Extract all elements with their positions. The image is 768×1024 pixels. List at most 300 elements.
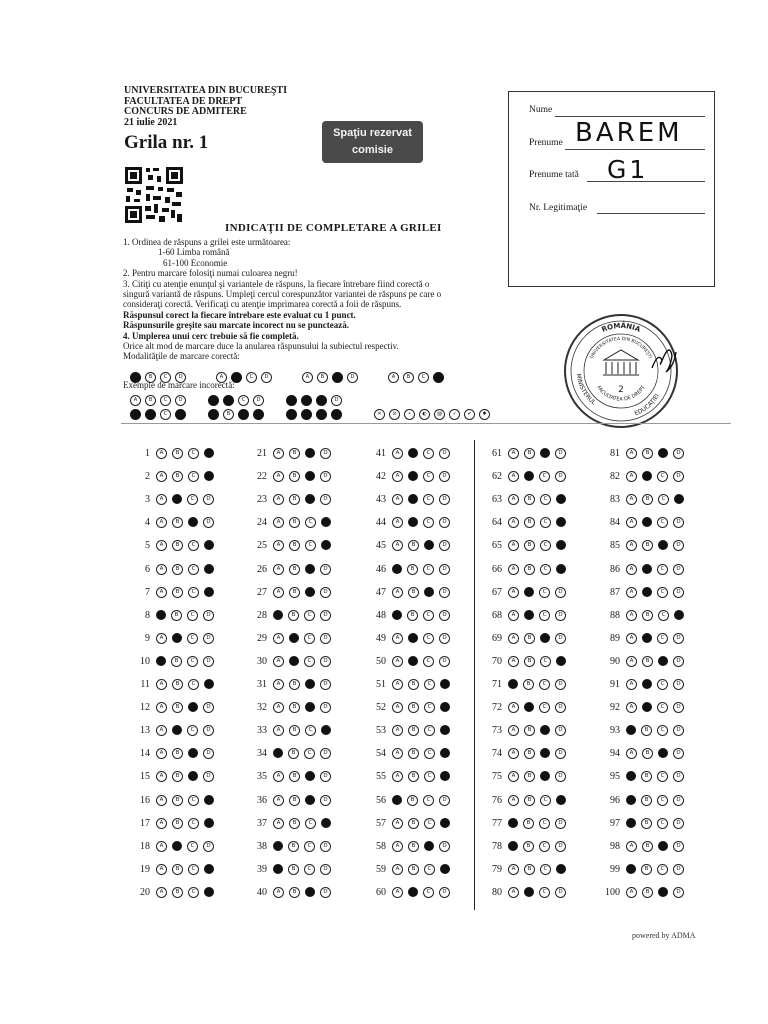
answer-bubble-b[interactable]: B (289, 887, 300, 898)
answer-bubble-d[interactable]: D (439, 610, 450, 621)
answer-bubble-b[interactable]: B (408, 725, 419, 736)
answer-bubble-b[interactable] (172, 725, 182, 735)
answer-bubble-a[interactable]: A (392, 587, 403, 598)
answer-bubble-d[interactable]: D (439, 656, 450, 667)
answer-bubble-a[interactable]: A (508, 448, 519, 459)
answer-bubble-c[interactable]: C (657, 795, 668, 806)
answer-bubble-c[interactable] (188, 517, 198, 527)
answer-bubble-d[interactable]: D (439, 887, 450, 898)
answer-bubble-b[interactable]: B (289, 540, 300, 551)
answer-bubble-a[interactable]: A (508, 864, 519, 875)
answer-bubble-c[interactable]: C (423, 564, 434, 575)
answer-bubble-a[interactable] (392, 795, 402, 805)
answer-bubble-d[interactable]: D (673, 702, 684, 713)
answer-bubble-c[interactable] (305, 448, 315, 458)
answer-bubble-c[interactable] (658, 841, 668, 851)
answer-bubble-b[interactable]: B (408, 818, 419, 829)
answer-bubble-a[interactable] (508, 818, 518, 828)
answer-bubble-d[interactable] (321, 517, 331, 527)
answer-bubble-d[interactable]: D (673, 864, 684, 875)
answer-bubble-d[interactable]: D (555, 771, 566, 782)
answer-bubble-c[interactable]: C (539, 471, 550, 482)
answer-bubble-b[interactable] (524, 610, 534, 620)
answer-bubble-c[interactable]: C (305, 725, 316, 736)
answer-bubble-c[interactable]: C (304, 656, 315, 667)
answer-bubble-b[interactable]: B (172, 471, 183, 482)
answer-bubble-b[interactable]: B (408, 771, 419, 782)
answer-bubble-b[interactable] (642, 587, 652, 597)
answer-bubble-a[interactable] (392, 610, 402, 620)
answer-bubble-d[interactable]: D (555, 887, 566, 898)
answer-bubble-a[interactable] (508, 679, 518, 689)
answer-bubble-c[interactable] (188, 702, 198, 712)
answer-bubble-a[interactable]: A (626, 702, 637, 713)
answer-bubble-a[interactable]: A (156, 748, 167, 759)
answer-bubble-a[interactable] (156, 610, 166, 620)
answer-bubble-a[interactable]: A (156, 540, 167, 551)
answer-bubble-b[interactable]: B (641, 818, 652, 829)
answer-bubble-c[interactable]: C (539, 841, 550, 852)
answer-bubble-b[interactable]: B (641, 795, 652, 806)
answer-bubble-d[interactable]: D (439, 564, 450, 575)
answer-bubble-d[interactable]: D (555, 702, 566, 713)
answer-bubble-a[interactable]: A (508, 540, 519, 551)
answer-bubble-b[interactable]: B (172, 517, 183, 528)
answer-bubble-c[interactable] (540, 633, 550, 643)
answer-bubble-b[interactable]: B (408, 841, 419, 852)
answer-bubble-a[interactable]: A (392, 494, 403, 505)
answer-bubble-c[interactable]: C (424, 771, 435, 782)
answer-bubble-c[interactable] (540, 748, 550, 758)
answer-bubble-d[interactable]: D (673, 540, 684, 551)
answer-bubble-d[interactable]: D (320, 494, 331, 505)
answer-bubble-d[interactable] (674, 610, 684, 620)
answer-bubble-b[interactable]: B (172, 540, 183, 551)
answer-bubble-c[interactable]: C (423, 656, 434, 667)
answer-bubble-a[interactable]: A (508, 564, 519, 575)
answer-bubble-c[interactable]: C (540, 864, 551, 875)
answer-bubble-d[interactable]: D (555, 818, 566, 829)
answer-bubble-c[interactable]: C (657, 771, 668, 782)
answer-bubble-d[interactable]: D (673, 471, 684, 482)
answer-bubble-a[interactable]: A (392, 656, 403, 667)
answer-bubble-b[interactable]: B (289, 517, 300, 528)
answer-bubble-b[interactable]: B (172, 795, 183, 806)
answer-bubble-c[interactable]: C (423, 633, 434, 644)
answer-bubble-d[interactable] (556, 494, 566, 504)
answer-bubble-a[interactable]: A (392, 448, 403, 459)
answer-bubble-c[interactable]: C (187, 725, 198, 736)
answer-bubble-a[interactable]: A (626, 564, 637, 575)
answer-bubble-a[interactable]: A (508, 494, 519, 505)
answer-bubble-d[interactable] (204, 540, 214, 550)
answer-bubble-d[interactable]: D (555, 841, 566, 852)
answer-bubble-b[interactable]: B (524, 517, 535, 528)
answer-bubble-c[interactable]: C (657, 702, 668, 713)
answer-bubble-c[interactable]: C (188, 564, 199, 575)
answer-bubble-c[interactable]: C (424, 818, 435, 829)
answer-bubble-c[interactable] (188, 748, 198, 758)
answer-bubble-c[interactable]: C (187, 633, 198, 644)
answer-bubble-c[interactable] (305, 771, 315, 781)
answer-bubble-b[interactable]: B (408, 748, 419, 759)
answer-bubble-c[interactable]: C (657, 633, 668, 644)
answer-bubble-b[interactable]: B (172, 448, 183, 459)
answer-bubble-d[interactable]: D (203, 748, 214, 759)
answer-bubble-b[interactable]: B (642, 841, 653, 852)
answer-bubble-a[interactable]: A (626, 679, 637, 690)
answer-bubble-c[interactable]: C (304, 610, 315, 621)
answer-bubble-b[interactable]: B (642, 540, 653, 551)
answer-bubble-a[interactable]: A (626, 587, 637, 598)
answer-bubble-a[interactable]: A (273, 887, 284, 898)
answer-bubble-a[interactable]: A (508, 587, 519, 598)
answer-bubble-a[interactable]: A (392, 702, 403, 713)
answer-bubble-d[interactable]: D (673, 633, 684, 644)
answer-bubble-b[interactable]: B (524, 656, 535, 667)
answer-bubble-b[interactable]: B (172, 702, 183, 713)
answer-bubble-a[interactable]: A (508, 633, 519, 644)
answer-bubble-b[interactable] (408, 633, 418, 643)
answer-bubble-d[interactable]: D (439, 841, 450, 852)
answer-bubble-a[interactable]: A (626, 540, 637, 551)
answer-bubble-a[interactable]: A (156, 702, 167, 713)
answer-bubble-a[interactable]: A (392, 864, 403, 875)
answer-bubble-a[interactable]: A (626, 633, 637, 644)
answer-bubble-b[interactable] (642, 471, 652, 481)
answer-bubble-d[interactable] (321, 818, 331, 828)
answer-bubble-a[interactable]: A (156, 448, 167, 459)
answer-bubble-c[interactable]: C (188, 587, 199, 598)
answer-bubble-b[interactable] (642, 517, 652, 527)
answer-bubble-c[interactable]: C (657, 864, 668, 875)
answer-bubble-b[interactable]: B (407, 564, 418, 575)
answer-bubble-c[interactable]: C (424, 725, 435, 736)
answer-bubble-b[interactable]: B (289, 725, 300, 736)
answer-bubble-d[interactable]: D (203, 517, 214, 528)
answer-bubble-c[interactable]: C (539, 587, 550, 598)
answer-bubble-d[interactable]: D (203, 771, 214, 782)
answer-bubble-d[interactable] (440, 702, 450, 712)
answer-bubble-d[interactable]: D (320, 448, 331, 459)
answer-bubble-c[interactable]: C (658, 494, 669, 505)
answer-bubble-b[interactable]: B (289, 679, 300, 690)
answer-bubble-a[interactable] (626, 818, 636, 828)
answer-bubble-c[interactable] (658, 887, 668, 897)
answer-bubble-b[interactable]: B (289, 795, 300, 806)
answer-bubble-d[interactable]: D (673, 679, 684, 690)
answer-bubble-a[interactable]: A (626, 887, 637, 898)
answer-bubble-b[interactable]: B (641, 725, 652, 736)
answer-bubble-c[interactable]: C (657, 471, 668, 482)
answer-bubble-b[interactable] (642, 702, 652, 712)
answer-bubble-a[interactable] (508, 841, 518, 851)
answer-bubble-d[interactable]: D (673, 517, 684, 528)
answer-bubble-c[interactable]: C (423, 494, 434, 505)
answer-bubble-d[interactable]: D (320, 748, 331, 759)
answer-bubble-a[interactable]: A (626, 656, 637, 667)
answer-bubble-a[interactable]: A (626, 494, 637, 505)
answer-bubble-d[interactable]: D (320, 771, 331, 782)
answer-bubble-b[interactable]: B (642, 656, 653, 667)
answer-bubble-d[interactable]: D (555, 587, 566, 598)
answer-bubble-d[interactable]: D (439, 633, 450, 644)
answer-bubble-a[interactable]: A (508, 656, 519, 667)
answer-bubble-a[interactable] (392, 564, 402, 574)
answer-bubble-b[interactable] (408, 517, 418, 527)
answer-bubble-c[interactable] (305, 679, 315, 689)
answer-bubble-b[interactable]: B (642, 748, 653, 759)
answer-bubble-b[interactable]: B (642, 448, 653, 459)
answer-bubble-b[interactable]: B (172, 679, 183, 690)
answer-bubble-d[interactable] (204, 795, 214, 805)
answer-bubble-a[interactable]: A (392, 818, 403, 829)
answer-bubble-c[interactable]: C (539, 702, 550, 713)
answer-bubble-b[interactable]: B (289, 771, 300, 782)
answer-bubble-d[interactable]: D (203, 633, 214, 644)
answer-bubble-a[interactable]: A (156, 494, 167, 505)
answer-bubble-c[interactable]: C (540, 564, 551, 575)
answer-bubble-a[interactable]: A (392, 748, 403, 759)
answer-bubble-c[interactable]: C (188, 448, 199, 459)
answer-bubble-b[interactable]: B (171, 610, 182, 621)
answer-bubble-d[interactable]: D (673, 887, 684, 898)
answer-bubble-b[interactable]: B (172, 748, 183, 759)
answer-bubble-c[interactable]: C (188, 864, 199, 875)
answer-bubble-b[interactable] (289, 633, 299, 643)
answer-bubble-a[interactable] (273, 864, 283, 874)
answer-bubble-c[interactable] (188, 771, 198, 781)
answer-bubble-c[interactable]: C (423, 610, 434, 621)
answer-bubble-d[interactable]: D (555, 725, 566, 736)
answer-bubble-a[interactable] (273, 610, 283, 620)
answer-bubble-b[interactable] (524, 471, 534, 481)
answer-bubble-c[interactable]: C (304, 864, 315, 875)
answer-bubble-d[interactable]: D (555, 610, 566, 621)
answer-bubble-c[interactable]: C (539, 887, 550, 898)
answer-bubble-c[interactable] (424, 540, 434, 550)
answer-bubble-a[interactable] (626, 795, 636, 805)
answer-bubble-c[interactable]: C (188, 795, 199, 806)
answer-bubble-a[interactable]: A (156, 725, 167, 736)
answer-bubble-a[interactable] (626, 864, 636, 874)
answer-bubble-d[interactable]: D (320, 887, 331, 898)
answer-bubble-b[interactable]: B (524, 564, 535, 575)
answer-bubble-d[interactable] (204, 587, 214, 597)
answer-bubble-d[interactable]: D (439, 517, 450, 528)
answer-bubble-c[interactable]: C (657, 725, 668, 736)
answer-bubble-b[interactable]: B (523, 679, 534, 690)
answer-bubble-b[interactable]: B (172, 818, 183, 829)
answer-bubble-d[interactable]: D (320, 610, 331, 621)
answer-bubble-c[interactable]: C (305, 818, 316, 829)
answer-bubble-d[interactable] (440, 864, 450, 874)
answer-bubble-b[interactable] (408, 887, 418, 897)
answer-bubble-c[interactable]: C (305, 540, 316, 551)
answer-bubble-d[interactable]: D (320, 679, 331, 690)
answer-bubble-b[interactable] (642, 633, 652, 643)
answer-bubble-c[interactable]: C (657, 587, 668, 598)
answer-bubble-b[interactable]: B (288, 864, 299, 875)
answer-bubble-a[interactable]: A (273, 564, 284, 575)
answer-bubble-c[interactable]: C (188, 540, 199, 551)
answer-bubble-d[interactable] (204, 864, 214, 874)
answer-bubble-a[interactable]: A (273, 587, 284, 598)
answer-bubble-a[interactable]: A (392, 771, 403, 782)
answer-bubble-b[interactable]: B (524, 448, 535, 459)
answer-bubble-b[interactable]: B (642, 494, 653, 505)
answer-bubble-d[interactable]: D (673, 748, 684, 759)
answer-bubble-c[interactable]: C (424, 864, 435, 875)
answer-bubble-d[interactable]: D (555, 448, 566, 459)
answer-bubble-a[interactable]: A (156, 818, 167, 829)
answer-bubble-b[interactable]: B (172, 887, 183, 898)
answer-bubble-d[interactable]: D (203, 841, 214, 852)
answer-bubble-c[interactable]: C (423, 517, 434, 528)
answer-bubble-c[interactable]: C (539, 679, 550, 690)
answer-bubble-a[interactable]: A (392, 633, 403, 644)
answer-bubble-d[interactable] (204, 448, 214, 458)
answer-bubble-c[interactable]: C (657, 818, 668, 829)
answer-bubble-a[interactable]: A (273, 633, 284, 644)
answer-bubble-a[interactable]: A (508, 702, 519, 713)
answer-bubble-c[interactable] (540, 725, 550, 735)
answer-bubble-d[interactable] (204, 564, 214, 574)
answer-bubble-a[interactable]: A (626, 841, 637, 852)
answer-bubble-d[interactable]: D (673, 795, 684, 806)
answer-bubble-c[interactable]: C (423, 448, 434, 459)
answer-bubble-b[interactable] (642, 679, 652, 689)
answer-bubble-b[interactable]: B (171, 656, 182, 667)
answer-bubble-b[interactable]: B (172, 587, 183, 598)
answer-bubble-a[interactable]: A (156, 771, 167, 782)
answer-bubble-d[interactable]: D (439, 540, 450, 551)
answer-bubble-a[interactable] (626, 725, 636, 735)
answer-bubble-a[interactable]: A (626, 517, 637, 528)
answer-bubble-b[interactable]: B (642, 887, 653, 898)
answer-bubble-d[interactable]: D (320, 795, 331, 806)
answer-bubble-c[interactable] (658, 656, 668, 666)
answer-bubble-d[interactable] (440, 679, 450, 689)
answer-bubble-c[interactable]: C (540, 517, 551, 528)
answer-bubble-d[interactable]: D (203, 702, 214, 713)
answer-bubble-d[interactable] (674, 494, 684, 504)
answer-bubble-d[interactable]: D (555, 679, 566, 690)
answer-bubble-a[interactable]: A (273, 725, 284, 736)
answer-bubble-a[interactable]: A (273, 448, 284, 459)
answer-bubble-a[interactable]: A (156, 517, 167, 528)
answer-bubble-a[interactable]: A (392, 841, 403, 852)
answer-bubble-c[interactable] (305, 471, 315, 481)
answer-bubble-d[interactable] (556, 795, 566, 805)
answer-bubble-b[interactable] (408, 471, 418, 481)
answer-bubble-a[interactable] (273, 841, 283, 851)
answer-bubble-b[interactable]: B (524, 540, 535, 551)
answer-bubble-a[interactable]: A (508, 748, 519, 759)
answer-bubble-d[interactable]: D (320, 656, 331, 667)
answer-bubble-b[interactable]: B (408, 540, 419, 551)
answer-bubble-c[interactable]: C (540, 540, 551, 551)
answer-bubble-b[interactable]: B (524, 633, 535, 644)
answer-bubble-a[interactable]: A (156, 679, 167, 690)
answer-bubble-a[interactable]: A (156, 564, 167, 575)
answer-bubble-d[interactable]: D (673, 725, 684, 736)
answer-bubble-d[interactable]: D (673, 841, 684, 852)
answer-bubble-d[interactable]: D (203, 494, 214, 505)
answer-bubble-b[interactable] (524, 587, 534, 597)
answer-bubble-c[interactable]: C (423, 471, 434, 482)
answer-bubble-b[interactable] (172, 494, 182, 504)
answer-bubble-b[interactable]: B (523, 841, 534, 852)
answer-bubble-d[interactable]: D (555, 748, 566, 759)
answer-bubble-b[interactable]: B (524, 795, 535, 806)
answer-bubble-b[interactable]: B (523, 818, 534, 829)
answer-bubble-b[interactable]: B (408, 864, 419, 875)
answer-bubble-b[interactable] (524, 887, 534, 897)
answer-bubble-b[interactable]: B (407, 795, 418, 806)
answer-bubble-c[interactable] (305, 494, 315, 504)
answer-bubble-d[interactable]: D (673, 771, 684, 782)
answer-bubble-d[interactable] (204, 471, 214, 481)
answer-bubble-c[interactable]: C (188, 887, 199, 898)
answer-bubble-c[interactable] (305, 795, 315, 805)
answer-bubble-d[interactable]: D (320, 864, 331, 875)
answer-bubble-a[interactable]: A (508, 610, 519, 621)
answer-bubble-d[interactable]: D (439, 448, 450, 459)
answer-bubble-a[interactable]: A (156, 864, 167, 875)
answer-bubble-a[interactable]: A (156, 887, 167, 898)
answer-bubble-a[interactable]: A (156, 795, 167, 806)
answer-bubble-a[interactable]: A (273, 656, 284, 667)
answer-bubble-a[interactable]: A (392, 471, 403, 482)
answer-bubble-b[interactable]: B (524, 771, 535, 782)
answer-bubble-c[interactable]: C (657, 517, 668, 528)
answer-bubble-a[interactable]: A (508, 517, 519, 528)
answer-bubble-b[interactable]: B (289, 494, 300, 505)
answer-bubble-d[interactable]: D (673, 448, 684, 459)
answer-bubble-d[interactable] (440, 818, 450, 828)
answer-bubble-b[interactable]: B (641, 771, 652, 782)
answer-bubble-d[interactable] (440, 771, 450, 781)
answer-bubble-a[interactable]: A (392, 725, 403, 736)
answer-bubble-a[interactable]: A (273, 679, 284, 690)
answer-bubble-d[interactable] (204, 679, 214, 689)
answer-bubble-d[interactable]: D (673, 587, 684, 598)
answer-bubble-d[interactable] (440, 748, 450, 758)
answer-bubble-a[interactable]: A (626, 471, 637, 482)
answer-bubble-b[interactable]: B (524, 748, 535, 759)
answer-bubble-a[interactable]: A (508, 771, 519, 782)
answer-bubble-b[interactable]: B (172, 564, 183, 575)
answer-bubble-b[interactable]: B (289, 564, 300, 575)
answer-bubble-b[interactable]: B (289, 818, 300, 829)
answer-bubble-a[interactable]: A (156, 587, 167, 598)
answer-bubble-a[interactable] (273, 748, 283, 758)
answer-bubble-a[interactable]: A (392, 887, 403, 898)
answer-bubble-a[interactable]: A (273, 702, 284, 713)
answer-bubble-a[interactable]: A (273, 494, 284, 505)
answer-bubble-d[interactable] (440, 725, 450, 735)
answer-bubble-c[interactable]: C (188, 679, 199, 690)
answer-bubble-b[interactable]: B (641, 864, 652, 875)
answer-bubble-a[interactable]: A (156, 471, 167, 482)
answer-bubble-c[interactable]: C (188, 471, 199, 482)
answer-bubble-c[interactable] (424, 841, 434, 851)
answer-bubble-b[interactable]: B (408, 587, 419, 598)
answer-bubble-a[interactable]: A (273, 540, 284, 551)
answer-bubble-c[interactable]: C (540, 656, 551, 667)
answer-bubble-b[interactable]: B (289, 471, 300, 482)
